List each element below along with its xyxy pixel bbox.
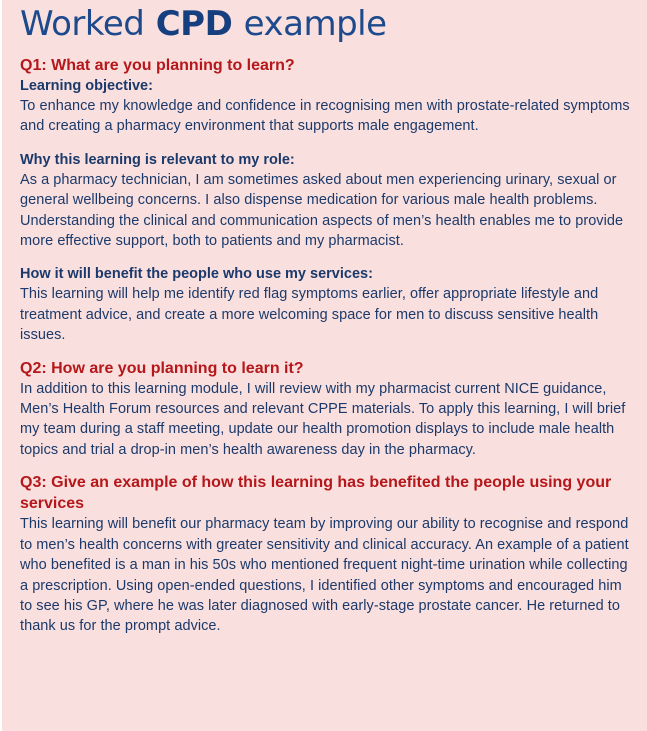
spacer <box>20 251 633 264</box>
q3-text: This learning will benefit our pharmacy team by improving our ability to recognise and respond to men’s health concerns with greater sensitivity and clinical accuracy. An example of a patient who benefited is a man in his 50s who mentioned frequent night-time urination while collecting a prescription. Using open-ended questions, I identified other symptoms and encouraged him to see his GP, where he was later diagnosed with early-stage prostate cancer. He returned to thank us for the prompt advice. <box>20 516 629 635</box>
cpd-example-panel <box>2 0 647 731</box>
q3-section <box>20 472 633 636</box>
title-bold: CPD <box>155 4 233 44</box>
q1-text-relevance: As a pharmacy technician, I am sometimes asked about men experiencing urinary, sexual or general wellbeing concerns. I also dispense medication for various male health problems. Understanding the clinical and communication aspects of men’s health enables me to provide more effective support, both to patients and my pharmacist. <box>20 171 624 250</box>
q1-heading-objective: Learning objective: <box>20 78 153 94</box>
q1-section <box>20 55 633 346</box>
q2-section <box>20 358 633 461</box>
spacer <box>20 460 633 472</box>
spacer <box>20 137 633 150</box>
q1-question: Q1: What are you planning to learn? <box>20 57 295 74</box>
title-prefix: Worked <box>20 4 145 44</box>
spacer <box>20 346 633 358</box>
page-title <box>20 3 633 45</box>
q1-heading-relevance: Why this learning is relevant to my role: <box>20 151 295 168</box>
q2-question: Q2: How are you planning to learn it? <box>20 359 304 377</box>
title-suffix: example <box>243 4 387 44</box>
q1-heading-benefit: How it will benefit the people who use my services: <box>20 266 373 283</box>
q1-text-benefit: This learning will help me identify red flag symptoms earlier, offer appropriate lifestyle and treatment advice, and create a more welcoming space for men to discuss sensitive health issues. <box>20 286 599 344</box>
q1-text-objective: To enhance my knowledge and confidence in recognising men with prostate-related symptoms and creating a pharmacy environment that supports male engagement. <box>20 98 630 135</box>
q3-question: Q3: Give an example of how this learning has benefited the people using your services <box>20 474 612 513</box>
q2-text: In addition to this learning module, I will review with my pharmacist current NICE guidance, Men’s Health Forum resources and relevant CPPE materials. To apply this learning, I will brief my team during a staff meeting, update our health promotion displays to include male health topics and trial a drop-in men’s health awareness day in the pharmacy. <box>20 380 626 458</box>
